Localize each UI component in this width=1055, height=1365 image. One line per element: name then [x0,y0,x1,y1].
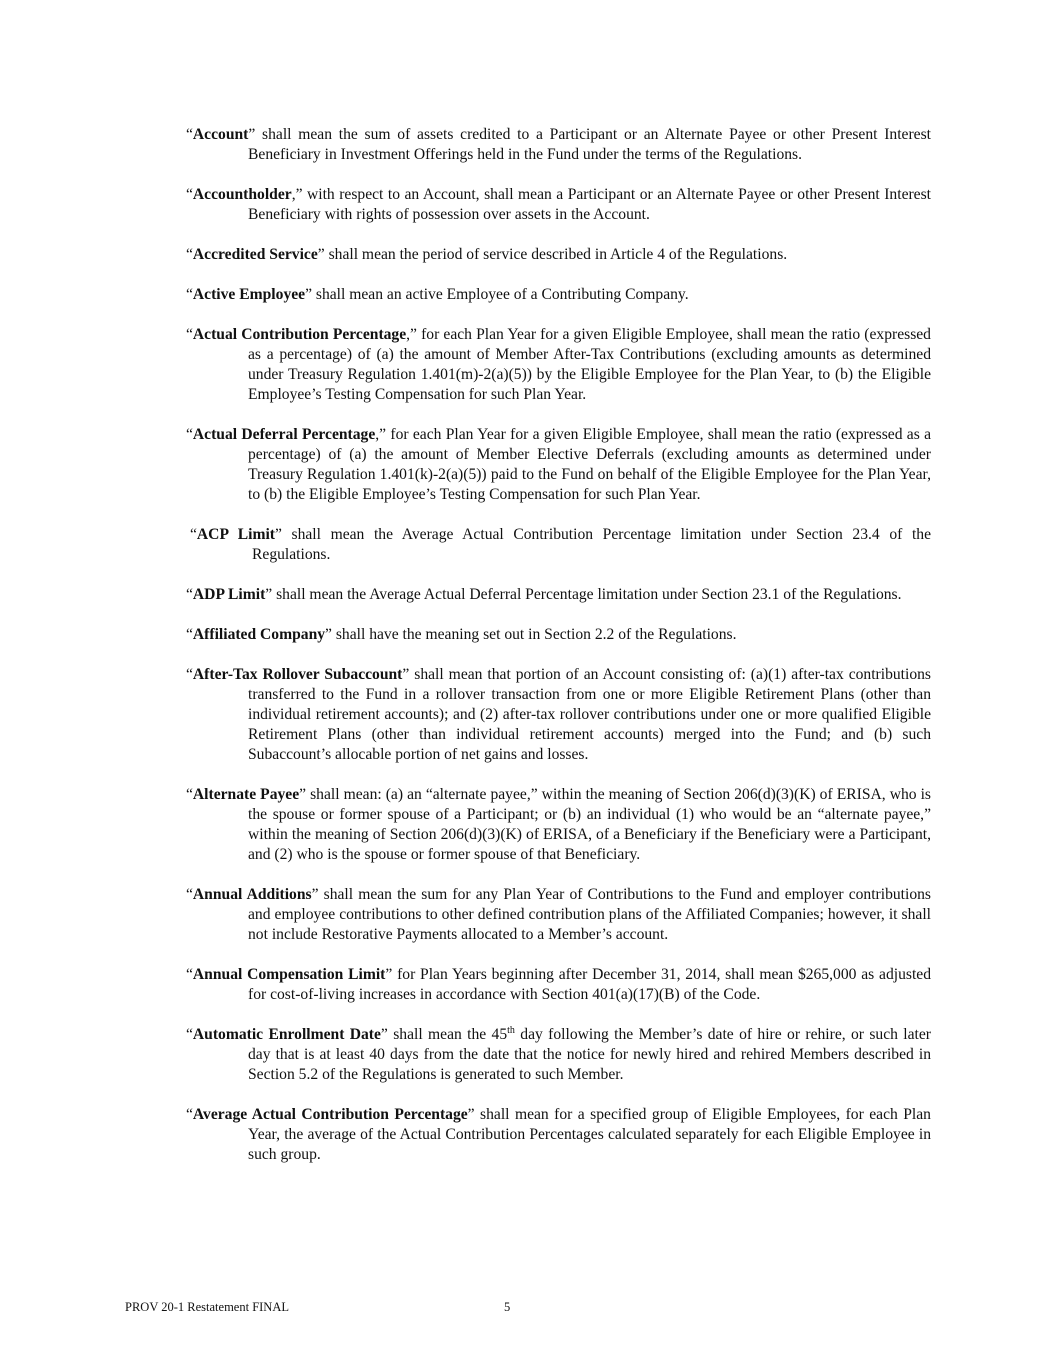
defined-term: Average Actual Contribution Percentage [192,1106,468,1123]
defined-term: Annual Compensation Limit [192,966,386,983]
definition-annual-compensation-limit: “Annual Compensation Limit” for Plan Years beginning after December 31, 2014, shall mean $265,000 as adjusted for cost-of-living increases in accordance with Section 401(a)(17)(B) of the Code. [186,966,931,1003]
defined-term: Affiliated Company [192,626,326,643]
definition-annual-additions: “Annual Additions” shall mean the sum for any Plan Year of Contributions to the Fund and employer contributions and employee contributions to other defined contribution plans of the Affiliated Companies; however, it shall not include Restorative Payments allocated to a Member’s account. [186,886,931,943]
defined-term: Annual Additions [192,886,312,903]
definition-actual-deferral-percentage: “Actual Deferral Percentage,” for each Plan Year for a given Eligible Employee, shall mean the ratio (expressed as a percentage) of (a) the amount of Member Elective Deferrals (excluding amounts as determined under Treasury Regulation 1.401(k)-2(a)(5)) paid to the Fund on behalf of the Eligible Employee for the Plan Year, to (b) the Eligible Employee’s Testing Compensation for such Plan Year. [186,426,931,503]
definition-alternate-payee: “Alternate Payee” shall mean: (a) an “alternate payee,” within the meaning of Section 206(d)(3)(K) of ERISA, who is the spouse or former spouse of a Participant; or (b) an individual (1) who would be an “alternate payee,” within the meaning of Section 206(d)(3)(K) of ERISA, of a Beneficiary if the Beneficiary were a Participant, and (2) who is the spouse or former spouse of that Beneficiary. [186,786,931,863]
defined-term: Accredited Service [192,246,318,263]
ordinal-superscript: th [507,1024,515,1036]
definition-automatic-enrollment-date: “Automatic Enrollment Date” shall mean the 45th day following the Member’s date of hire or rehire, or such later day that is at least 40 days from the date that the notice for newly hired and rehired Members described in Section 5.2 of the Regulations is generated to such Member. [186,1024,931,1083]
defined-term: Active Employee [192,286,306,303]
definition-adp-limit: “ADP Limit” shall mean the Average Actual Deferral Percentage limitation under Section 23.1 of the Regulations. [186,586,902,603]
defined-term: Accountholder [192,186,292,203]
defined-term: Actual Contribution Percentage [192,326,407,343]
defined-term: ADP Limit [192,586,266,603]
definition-after-tax-rollover-subaccount: “After-Tax Rollover Subaccount” shall mean that portion of an Account consisting of: (a)(1) after-tax contributions transferred to the Fund in a rollover transaction from one or more Eligible Retirement Plans (other than individual retirement accounts); and (2) after-tax rollover contributions under one or more qualified Eligible Retirement Plans (other than individual retirement accounts) merged into the Fund; and (b) such Subaccount’s allocable portion of net gains and losses. [186,666,931,763]
defined-term: ACP Limit [196,526,275,543]
defined-term: Alternate Payee [192,786,300,803]
definition-actual-contribution-percentage: “Actual Contribution Percentage,” for each Plan Year for a given Eligible Employee, shall mean the ratio (expressed as a percentage) of (a) the amount of Member After-Tax Contributions (excluding amounts as determined under Treasury Regulation 1.401(m)-2(a)(5)) by the Eligible Employee for the Plan Year, to (b) the Eligible Employee’s Testing Compensation for such Plan Year. [186,326,931,403]
definition-accountholder: “Accountholder,” with respect to an Account, shall mean a Participant or an Alternate Payee or other Present Interest Beneficiary with rights of possession over assets in the Account. [186,186,931,223]
defined-term: Account [192,126,249,143]
defined-term: Automatic Enrollment Date [192,1026,381,1043]
definition-average-actual-contribution-percentage: “Average Actual Contribution Percentage” shall mean for a specified group of Eligible Employees, for each Plan Year, the average of the Actual Contribution Percentages calculated separately for each Eligible Employee in such group. [186,1106,931,1163]
definition-acp-limit: “ACP Limit” shall mean the Average Actual Contribution Percentage limitation under Section 23.4 of the Regulations. [190,526,931,563]
definition-account: “Account” shall mean the sum of assets credited to a Participant or an Alternate Payee or other Present Interest Beneficiary in Investment Offerings held in the Fund under the terms of the Regulations. [186,126,931,163]
definitions-list [186,125,931,1185]
footer-document-name: PROV 20-1 Restatement FINAL [125,1300,289,1314]
defined-term: Actual Deferral Percentage [192,426,376,443]
defined-term: After-Tax Rollover Subaccount [192,666,403,683]
definition-active-employee: “Active Employee” shall mean an active Employee of a Contributing Company. [186,286,689,303]
definition-accredited-service: “Accredited Service” shall mean the period of service described in Article 4 of the Regulations. [186,246,788,263]
definition-affiliated-company: “Affiliated Company” shall have the meaning set out in Section 2.2 of the Regulations. [186,626,737,643]
footer-page-number: 5 [504,1300,511,1314]
